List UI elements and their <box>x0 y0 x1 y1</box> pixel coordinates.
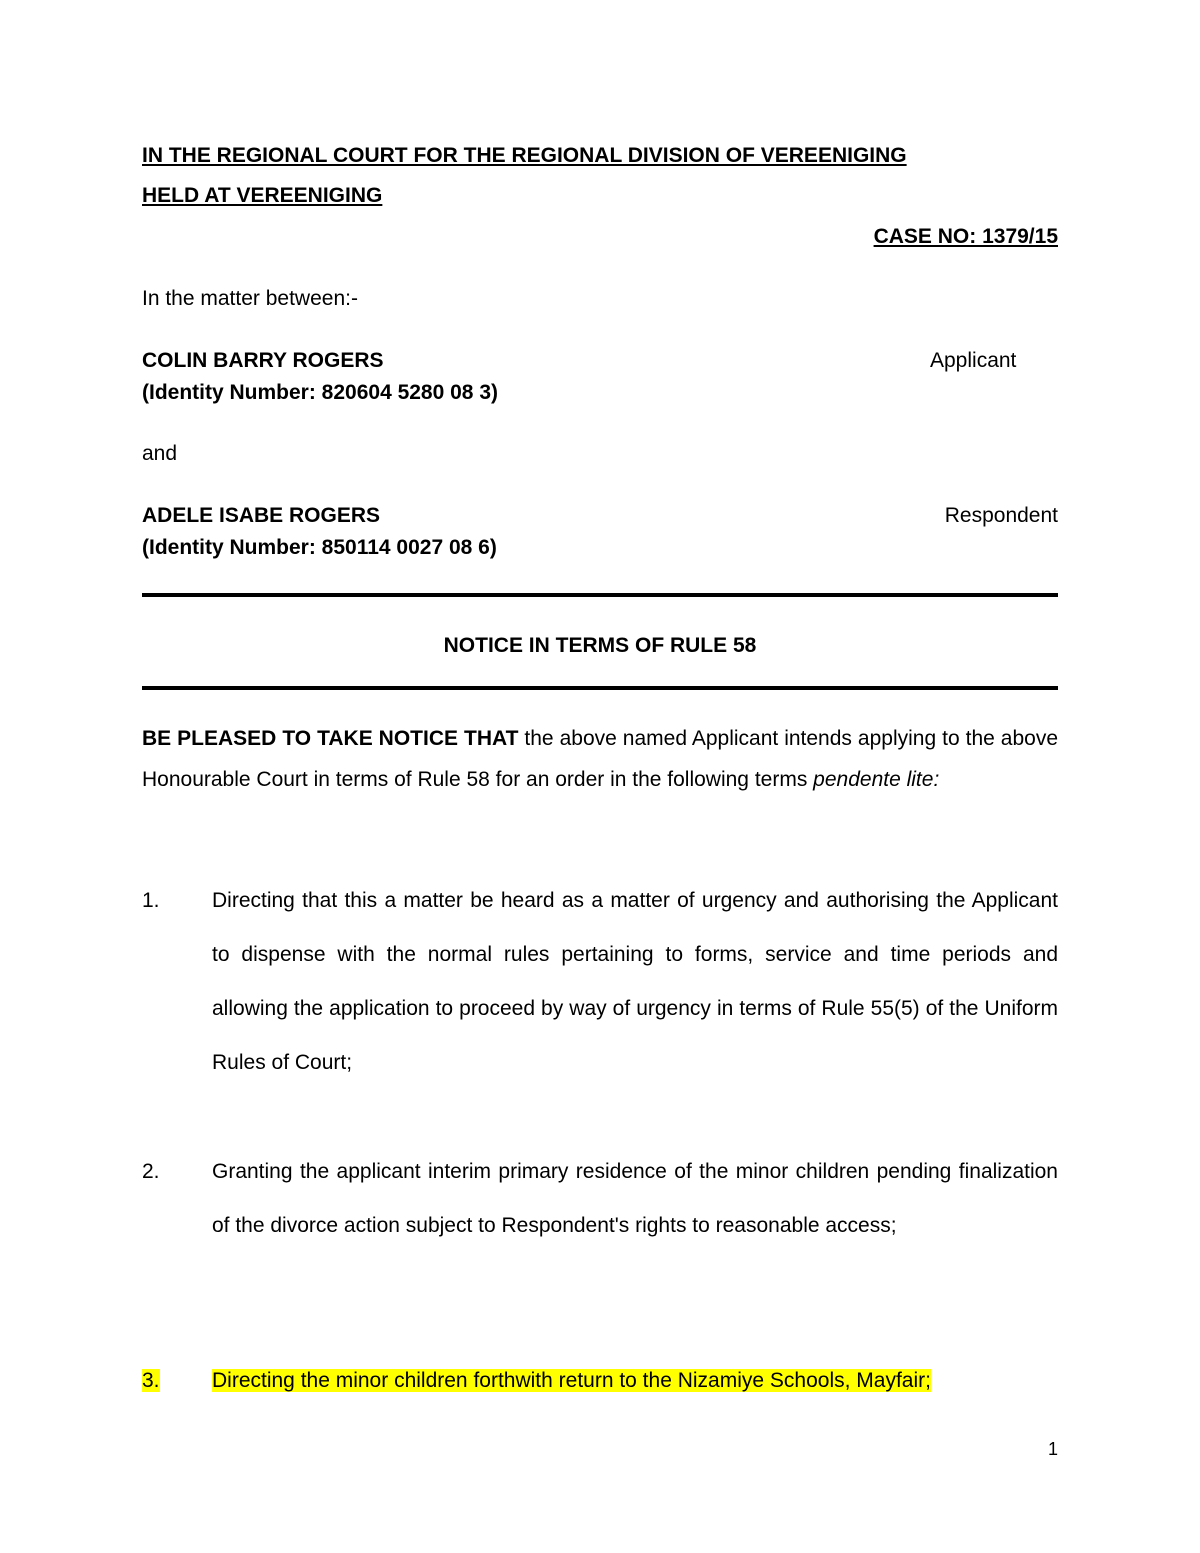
order-item-text <box>212 1354 1058 1408</box>
applicant-id: (Identity Number: 820604 5280 08 3) <box>142 381 498 404</box>
respondent-id: (Identity Number: 850114 0027 08 6) <box>142 536 497 559</box>
order-item-text: Directing that this a matter be heard as a matter of urgency and authorising the Applicant to dispense with the normal rules pertaining to forms, service and time periods and allowing the application to proceed by way of urgency in terms of Rule 55(5) of the Uniform Rules of Court; <box>212 889 1058 1074</box>
highlighted-number: 3. <box>142 1369 160 1392</box>
notice-title: NOTICE IN TERMS OF RULE 58 <box>443 634 757 657</box>
order-item-2 <box>142 1145 1058 1253</box>
order-item-number <box>142 1354 160 1408</box>
held-at-heading: HELD AT VEREENIGING <box>142 184 383 207</box>
order-item-number: 1. <box>142 889 160 912</box>
notice-lead-text: the above named Applicant intends applying to the above Honourable Court in terms of Rule 58 for an order in the following terms <box>142 727 1059 791</box>
top-divider <box>142 593 1058 597</box>
respondent-role: Respondent <box>944 504 1058 527</box>
notice-body-paragraph <box>142 718 1058 800</box>
conjunction-and: and <box>142 442 178 465</box>
notice-lead-italic: pendente lite: <box>813 768 940 791</box>
matter-intro: In the matter between:- <box>142 287 358 310</box>
court-heading: IN THE REGIONAL COURT FOR THE REGIONAL DIVISION OF VEREENIGING <box>142 144 907 167</box>
page-number: 1 <box>1047 1439 1058 1459</box>
applicant-role: Applicant <box>930 349 1017 372</box>
bottom-divider <box>142 686 1058 690</box>
order-item-1 <box>142 874 1058 1090</box>
highlighted-text: Directing the minor children forthwith return to the Nizamiye Schools, Mayfair; <box>212 1369 931 1392</box>
order-item-3 <box>142 1354 1058 1408</box>
order-item-text: Granting the applicant interim primary residence of the minor children pending finalization of the divorce action subject to Respondent's rights to reasonable access; <box>212 1160 1058 1237</box>
case-number: CASE NO: 1379/15 <box>873 225 1058 248</box>
notice-lead-bold: BE PLEASED TO TAKE NOTICE THAT <box>142 727 519 750</box>
order-item-number: 2. <box>142 1160 160 1183</box>
applicant-name: COLIN BARRY ROGERS <box>142 349 384 372</box>
respondent-name: ADELE ISABE ROGERS <box>142 504 381 527</box>
